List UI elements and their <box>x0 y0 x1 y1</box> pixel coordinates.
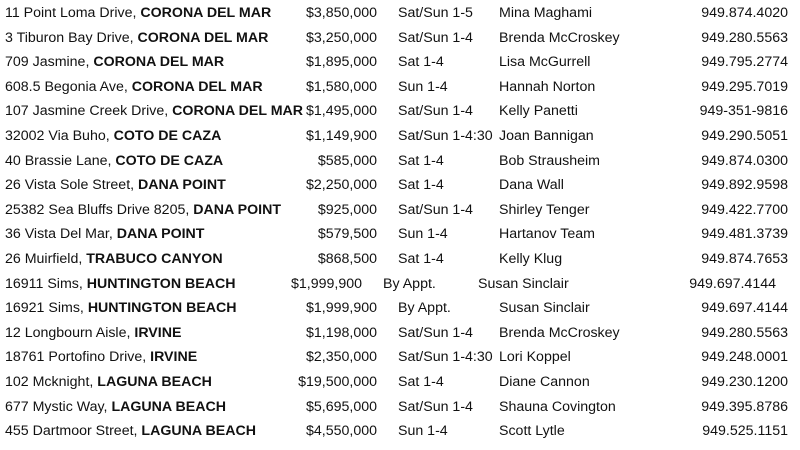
price: $1,999,900 <box>305 300 377 317</box>
address <box>5 198 281 223</box>
city-name: TRABUCO CANYON <box>86 251 223 267</box>
agent-name: Kelly Panetti <box>499 103 578 120</box>
city-name: CORONA DEL MAR <box>172 103 304 120</box>
street-address: 709 Jasmine, <box>5 54 94 71</box>
city-name: DANA POINT <box>116 226 205 243</box>
price: $925,000 <box>317 201 377 218</box>
agent-name: Susan Sinclair <box>499 300 590 317</box>
address <box>5 1 271 26</box>
agent-name: Mina Maghami <box>499 5 593 21</box>
open-house-time: Sat/Sun 1-4:30 <box>398 349 493 366</box>
price: $4,550,000 <box>305 423 377 440</box>
price: $2,350,000 <box>305 349 377 366</box>
agent-phone: 949.525.1151 <box>702 423 788 440</box>
open-house-time: Sat 1-4 <box>398 374 444 390</box>
agent-phone: 949.481.3739 <box>701 226 788 243</box>
agent-phone: 949.395.8786 <box>701 398 788 415</box>
agent-name: Shirley Tenger <box>499 201 590 218</box>
address <box>5 296 237 321</box>
street-address: 18761 Portofino Drive, <box>5 349 151 366</box>
listing-row <box>0 419 800 444</box>
street-address: 32002 Via Buho, <box>5 128 114 144</box>
agent-phone: 949.892.9598 <box>701 177 788 194</box>
agent-name: Kelly Klug <box>499 251 563 267</box>
agent-phone: 949-351-9816 <box>699 103 788 120</box>
price: $1,580,000 <box>305 78 377 95</box>
open-house-time: Sat/Sun 1-4:30 <box>398 128 493 144</box>
street-address: 40 Brassie Lane, <box>5 152 116 169</box>
city-name: CORONA DEL MAR <box>137 29 269 46</box>
agent-name: Brenda McCroskey <box>499 29 620 46</box>
listing-row <box>0 272 800 297</box>
price: $2,250,000 <box>305 177 377 194</box>
street-address: 16921 Sims, <box>5 300 88 317</box>
city-name: LAGUNA BEACH <box>111 398 226 415</box>
city-name: COTO DE CAZA <box>113 128 222 144</box>
city-name: LAGUNA BEACH <box>141 423 256 440</box>
address <box>5 222 204 247</box>
open-house-time: Sun 1-4 <box>398 78 448 95</box>
agent-name: Bob Strausheim <box>499 152 600 169</box>
price: $1,895,000 <box>305 54 377 71</box>
listing-row <box>0 124 800 149</box>
city-name: LAGUNA BEACH <box>97 374 212 390</box>
agent-phone: 949.697.4144 <box>689 275 776 292</box>
price: $5,695,000 <box>305 398 377 415</box>
agent-name: Diane Cannon <box>499 374 590 390</box>
agent-phone: 949.874.7653 <box>701 251 788 267</box>
street-address: 25382 Sea Bluffs Drive 8205, <box>5 201 194 218</box>
agent-name: Lisa McGurrell <box>499 54 591 71</box>
street-address: 608.5 Begonia Ave, <box>5 78 132 95</box>
address <box>5 26 268 51</box>
open-house-time: Sat 1-4 <box>398 177 444 194</box>
street-address: 11 Point Loma Drive, <box>5 5 141 21</box>
open-house-time: Sat/Sun 1-5 <box>398 5 473 21</box>
open-house-time: Sun 1-4 <box>398 226 448 243</box>
listing-row <box>0 1 800 26</box>
address <box>5 173 226 198</box>
open-house-time: Sat/Sun 1-4 <box>398 398 473 415</box>
agent-phone: 949.874.4020 <box>701 5 788 21</box>
address <box>5 247 223 272</box>
price: $1,198,000 <box>305 324 377 341</box>
agent-name: Scott Lytle <box>499 423 565 440</box>
address <box>5 321 181 346</box>
price: $19,500,000 <box>298 374 377 390</box>
price: $585,000 <box>317 152 377 169</box>
price: $1,495,000 <box>305 103 377 120</box>
address <box>5 345 197 370</box>
city-name: CORONA DEL MAR <box>93 54 225 71</box>
address <box>5 99 303 124</box>
street-address: 102 Mcknight, <box>5 374 98 390</box>
city-name: CORONA DEL MAR <box>131 78 263 95</box>
listing-row <box>0 99 800 124</box>
price: $579,500 <box>317 226 377 243</box>
price: $1,149,900 <box>305 128 377 144</box>
city-name: COTO DE CAZA <box>115 152 224 169</box>
agent-phone: 949.697.4144 <box>701 300 788 317</box>
open-house-time: Sat 1-4 <box>398 54 444 71</box>
open-house-time: By Appt. <box>398 300 451 317</box>
listing-row <box>0 198 800 223</box>
address <box>5 370 212 395</box>
open-house-time: Sat 1-4 <box>398 251 444 267</box>
agent-name: Brenda McCroskey <box>499 324 620 341</box>
street-address: 16911 Sims, <box>5 275 87 292</box>
address <box>5 124 221 149</box>
agent-name: Lori Koppel <box>499 349 571 366</box>
listing-row <box>0 370 800 395</box>
price: $868,500 <box>317 251 377 267</box>
agent-phone: 949.422.7700 <box>701 201 788 218</box>
city-name: HUNTINGTON BEACH <box>87 300 237 317</box>
address <box>5 419 256 444</box>
agent-name: Joan Bannigan <box>499 128 594 144</box>
street-address: 677 Mystic Way, <box>5 398 112 415</box>
open-house-time: Sat/Sun 1-4 <box>398 201 473 218</box>
address <box>5 395 226 420</box>
price: $1,999,900 <box>290 275 362 292</box>
city-name: DANA POINT <box>193 201 282 218</box>
listing-row <box>0 173 800 198</box>
listing-row <box>0 50 800 75</box>
city-name: IRVINE <box>150 349 198 366</box>
street-address: 3 Tiburon Bay Drive, <box>5 29 138 46</box>
listing-row <box>0 75 800 100</box>
open-house-time: Sat 1-4 <box>398 152 444 169</box>
listing-row <box>0 296 800 321</box>
street-address: 455 Dartmoor Street, <box>5 423 142 440</box>
listing-row <box>0 149 800 174</box>
address <box>5 75 263 100</box>
agent-phone: 949.874.0300 <box>701 152 788 169</box>
city-name: IRVINE <box>134 324 182 341</box>
open-house-time: Sun 1-4 <box>398 423 448 440</box>
listing-row <box>0 26 800 51</box>
address <box>5 50 224 75</box>
agent-name: Dana Wall <box>499 177 564 194</box>
street-address: 26 Vista Sole Street, <box>5 177 139 194</box>
agent-phone: 949.248.0001 <box>701 349 788 366</box>
listing-row <box>0 222 800 247</box>
price: $3,250,000 <box>305 29 377 46</box>
price: $3,850,000 <box>305 5 377 21</box>
open-house-time: Sat/Sun 1-4 <box>398 324 473 341</box>
street-address: 12 Longbourn Aisle, <box>5 324 135 341</box>
city-name: HUNTINGTON BEACH <box>86 275 236 292</box>
listing-row <box>0 345 800 370</box>
street-address: 26 Muirfield, <box>5 251 87 267</box>
agent-name: Shauna Covington <box>499 398 616 415</box>
city-name: DANA POINT <box>138 177 226 194</box>
city-name: CORONA DEL MAR <box>140 5 272 21</box>
agent-phone: 949.290.5051 <box>701 128 788 144</box>
agent-phone: 949.295.7019 <box>701 78 788 95</box>
listing-row <box>0 247 800 272</box>
agent-phone: 949.230.1200 <box>701 374 788 390</box>
agent-name: Hartanov Team <box>499 226 595 243</box>
agent-phone: 949.280.5563 <box>701 29 788 46</box>
listing-row <box>0 321 800 346</box>
agent-name: Susan Sinclair <box>478 275 569 292</box>
street-address: 36 Vista Del Mar, <box>5 226 117 243</box>
agent-phone: 949.280.5563 <box>701 324 788 341</box>
agent-phone: 949.795.2774 <box>701 54 788 71</box>
agent-name: Hannah Norton <box>499 78 596 95</box>
open-house-time: By Appt. <box>383 275 436 292</box>
address <box>5 149 223 174</box>
listing-row <box>0 395 800 420</box>
address <box>5 272 235 297</box>
open-house-time: Sat/Sun 1-4 <box>398 29 473 46</box>
street-address: 107 Jasmine Creek Drive, <box>5 103 173 120</box>
open-house-time: Sat/Sun 1-4 <box>398 103 473 120</box>
